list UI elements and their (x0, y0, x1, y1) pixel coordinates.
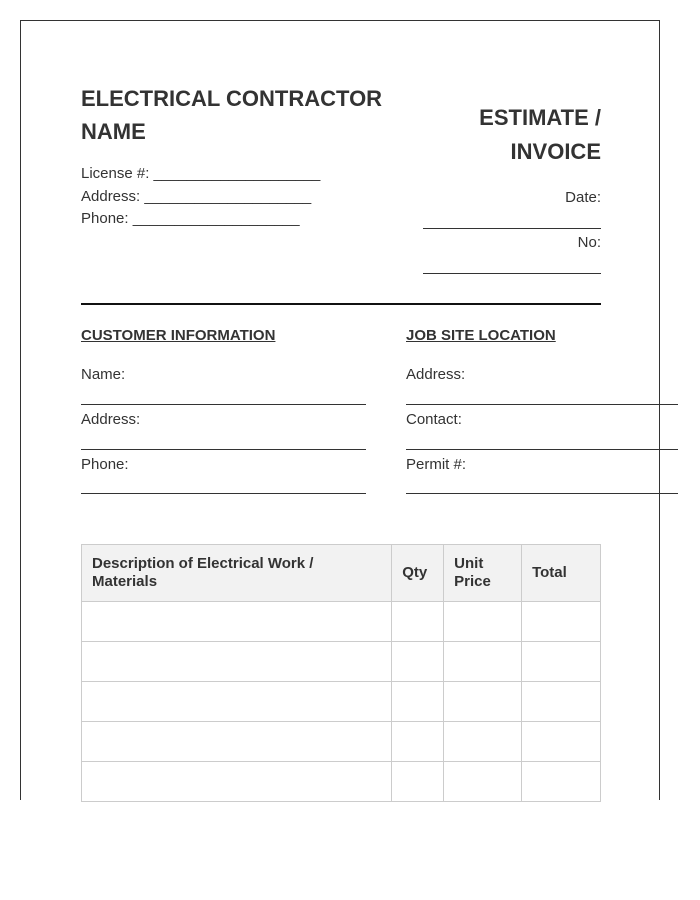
qty-cell[interactable] (392, 682, 444, 722)
number-label: No: (577, 234, 601, 251)
unit-price-cell[interactable] (444, 602, 522, 642)
table-row (82, 762, 601, 802)
customer-phone-line[interactable] (81, 493, 366, 494)
job-site-address-label: Address: (406, 366, 466, 383)
total-cell[interactable] (522, 722, 601, 762)
company-name: ELECTRICAL CONTRACTOR NAME (81, 86, 383, 144)
customer-address-label: Address: (81, 411, 141, 428)
customer-info-heading: CUSTOMER INFORMATION (81, 327, 276, 344)
company-phone-field: Phone: ____________________ (81, 210, 300, 227)
table-row (82, 722, 601, 762)
total-cell[interactable] (522, 762, 601, 802)
total-header: Total (522, 545, 601, 602)
table-header-row (82, 545, 601, 602)
unit-price-cell[interactable] (444, 642, 522, 682)
table-row (82, 682, 601, 722)
unit-price-cell[interactable] (444, 682, 522, 722)
total-cell[interactable] (522, 602, 601, 642)
job-site-contact-label: Contact: (406, 411, 462, 428)
date-label: Date: (565, 189, 601, 206)
items-table (81, 544, 601, 802)
company-address-field: Address: ____________________ (81, 188, 312, 205)
description-cell[interactable] (82, 602, 392, 642)
document-title: ESTIMATE / INVOICE (479, 105, 601, 164)
unit-price-header: Unit Price (444, 545, 522, 602)
customer-address-line[interactable] (81, 449, 366, 450)
qty-cell[interactable] (392, 602, 444, 642)
total-cell[interactable] (522, 682, 601, 722)
qty-cell[interactable] (392, 642, 444, 682)
description-cell[interactable] (82, 722, 392, 762)
customer-name-label: Name: (81, 366, 126, 383)
description-header: Description of Electrical Work / Materials (82, 545, 392, 602)
number-line[interactable] (423, 273, 601, 274)
description-cell[interactable] (82, 682, 392, 722)
table-row (82, 642, 601, 682)
date-line[interactable] (423, 228, 601, 229)
license-field: License #: ____________________ (81, 165, 321, 182)
permit-label: Permit #: (406, 456, 467, 473)
total-cell[interactable] (522, 642, 601, 682)
qty-cell[interactable] (392, 722, 444, 762)
description-cell[interactable] (82, 762, 392, 802)
table-row (82, 602, 601, 642)
qty-cell[interactable] (392, 762, 444, 802)
customer-phone-label: Phone: (81, 456, 129, 473)
description-cell[interactable] (82, 642, 392, 682)
job-site-contact-line[interactable] (406, 449, 678, 450)
job-site-address-line[interactable] (406, 404, 678, 405)
permit-line[interactable] (406, 493, 678, 494)
qty-header: Qty (392, 545, 444, 602)
job-site-heading: JOB SITE LOCATION (406, 327, 556, 344)
unit-price-cell[interactable] (444, 762, 522, 802)
customer-name-line[interactable] (81, 404, 366, 405)
header-divider (81, 303, 601, 305)
unit-price-cell[interactable] (444, 722, 522, 762)
